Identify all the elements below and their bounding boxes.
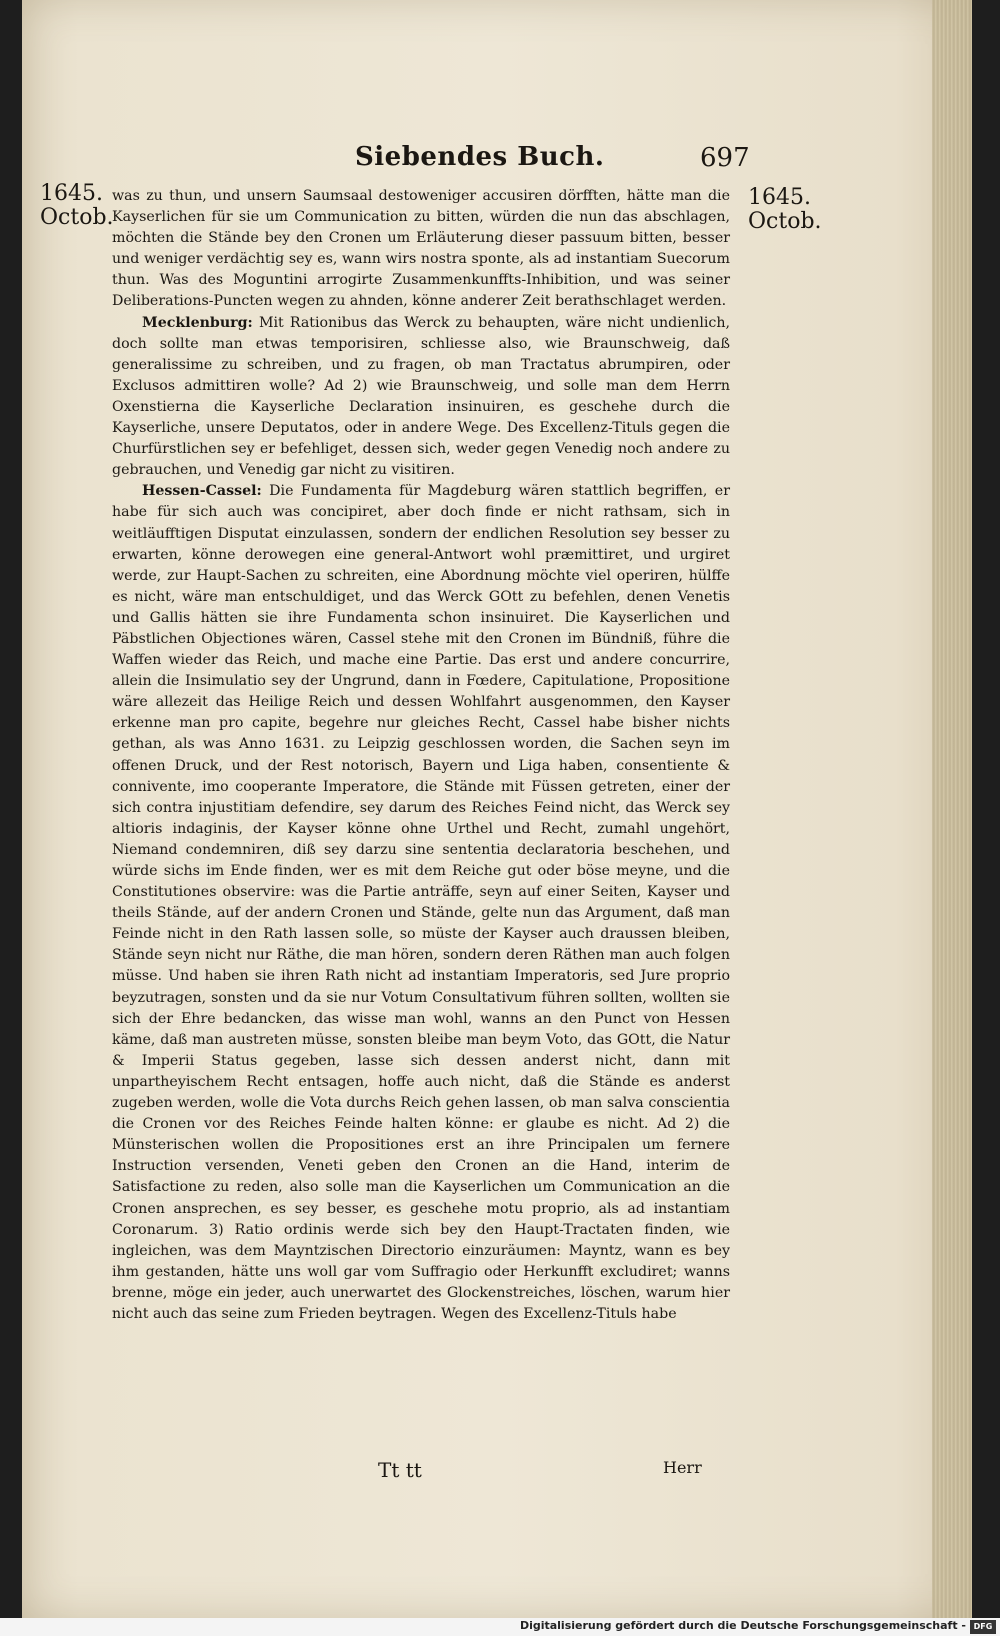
speaker-name: Mecklenburg: bbox=[142, 314, 253, 331]
right-margin-month: Octob. bbox=[748, 209, 822, 234]
page-edge bbox=[932, 0, 972, 1618]
page-number: 697 bbox=[700, 143, 750, 173]
dfg-logo: DFG bbox=[970, 1620, 996, 1634]
paragraph bbox=[112, 481, 730, 1325]
right-margin-date bbox=[748, 186, 822, 234]
right-margin-year: 1645. bbox=[748, 185, 811, 210]
left-margin-year: 1645. bbox=[40, 181, 103, 206]
speaker-name: Hessen-Cassel: bbox=[142, 483, 262, 500]
paragraph-text: Mit Rationibus das Werck zu behaupten, wäre nicht undienlich, doch sollte man etwas temporisiren, schliesse also, wie Braunschweig, daß generalissime zu schreiben, und zu fragen, ob man Tractatus abrumpiren, oder Exclusos admittiren wolle? Ad 2) wie Braunschweig, und solle man dem Herrn Oxenstierna die Kayserliche Declaration insinuiren, es geschehe durch die Kayserliche, unsere Deputatos, oder in andere Wege. Des Excellenz-Tituls gegen die Churfürstlichen sey er befehliget, dessen sich, weder gegen Venedig noch andere zu gebrauchen, und Venedig gar nicht zu visitiren. bbox=[112, 314, 731, 479]
left-margin-month: Octob. bbox=[40, 205, 114, 230]
paragraph-text: was zu thun, und unsern Saumsaal destoweniger accusiren dörfften, hätte man die Kayserlichen für sie um Communication zu bitten, würden die nun das abschlagen, möchten die Stände bey den Cronen um Erläuterung dieser passuum bitten, besser und weniger verdächtig sey es, wann wirs nostra sponte, als ad instantiam Suecorum thun. Was des Moguntini arrogirte Zusammenkunffts-Inhibition, und was seiner Deliberations-Puncten wegen zu ahnden, könne anderer Zeit berathschlaget werden. bbox=[112, 188, 730, 310]
left-margin-date bbox=[40, 182, 114, 230]
main-text bbox=[112, 186, 730, 1325]
paragraph bbox=[112, 313, 730, 482]
digitization-credit: Digitalisierung gefördert durch die Deutsche Forschungsgemeinschaft - bbox=[519, 1619, 966, 1632]
catchword: Herr bbox=[663, 1458, 702, 1477]
signature-mark: Tt tt bbox=[378, 1458, 422, 1482]
running-head: Siebendes Buch. bbox=[355, 142, 605, 172]
paragraph bbox=[112, 186, 730, 313]
paragraph-text: Die Fundamenta für Magdeburg wären stattlich begriffen, er habe für sich auch was concipiret, aber doch finde er nicht rathsam, sich in weitläufftigen Disputat einzulassen, sondern der endlichen Resolution sey besser zu erwarten, könne derowegen eine general-Antwort wohl præmittiret, und urgiret werde, zur Haupt-Sachen zu schreiten, eine Abordnung möchte viel operiren, hülffe es nicht, wäre man entschuldiget, und das Werck GOtt zu befehlen, denen Venetis und Gallis hätten sie ihre Fundamenta schon insinuiret. Die Kayserlichen und Päbstlichen Objectiones wären, Cassel stehe mit den Cronen im Bündniß, führe die Waffen wieder das Reich, und mache eine Partie. Das erst und andere concurrire, allein die Insimulatio sey der Ungrund, dann in Fœdere, Capitulatione, Propositione wäre allezeit das Heilige Reich und dessen Wohlfahrt ausgenommen, den Kayser erkenne man pro capite, begehre nur gleiches Recht, Cassel habe bisher nichts gethan, als was Anno 1631. zu Leipzig geschlossen worden, die Sachen seyn im offenen Druck, und der Rest notorisch, Bayern und Liga haben, consentiente & connivente, imo cooperante Imperatore, die Stände mit Füssen getreten, einer der sich contra injustitiam defendire, sey darum des Reiches Feind nicht, das Werck sey altioris indaginis, der Kayser könne ohne Urthel und Recht, zumahl ungehört, Niemand condemniren, diß sey darzu sine sententia declaratoria beschehen, und würde sichs im Ende finden, wer es mit dem Reiche gut oder böse meyne, und die Constitutiones observire: was die Partie anträffe, seyn auf einer Seiten, Kayser und theils Stände, auf der andern Cronen und Stände, gelte nun das Argument, daß man Feinde nicht in den Rath lassen solle, so müste der Kayser auch draussen bleiben, Stände seyn nicht nur Räthe, die man hören, sondern deren Räthen man auch folgen müsse. Und haben sie ihren Rath nicht ad instantiam Imperatoris, sed Jure proprio beyzutragen, sonsten und da sie nur Votum Consultativum führen sollten, wollten sie sich der Ehre bedancken, das wisse man wohl, wanns an den Punct von Hessen käme, daß man austreten müsse, sonsten bleibe man beym Voto, das GOtt, die Natur & Imperii Status gegeben, lasse sich dessen anderst nicht, dann mit unpartheyischem Recht entsagen, hoffe auch nicht, daß die Stände es anderst zugeben werden, wolle die Vota durchs Reich gehen lassen, ob man salva conscientia die Cronen vor des Reiches Feinde halten könne: er glaube es nicht. Ad 2) die Münsterischen wollen die Propositiones erst an ihre Principalen um fernere Instruction versenden, Veneti geben den Cronen an die Hand, interim de Satisfactione zu reden, also solle man die Kayserlichen um Communication an die Cronen ansprechen, es sey besser, es geschehe motu proprio, als ad instantiam Coronarum. 3) Ratio ordinis werde sich bey den Haupt-Tractaten finden, wie ingleichen, was dem Mayntzischen Directorio einzuräumen: Mayntz, wann es bey ihm gestanden, hätte uns woll gar vom Suffragio oder Herkunfft excludiret; wanns brenne, möge ein jeder, auch unerwartet des Glockenstreiches, löschen, warum hier nicht auch das seine zum Frieden beytragen. Wegen des Excellenz-Tituls habe bbox=[112, 483, 730, 1322]
